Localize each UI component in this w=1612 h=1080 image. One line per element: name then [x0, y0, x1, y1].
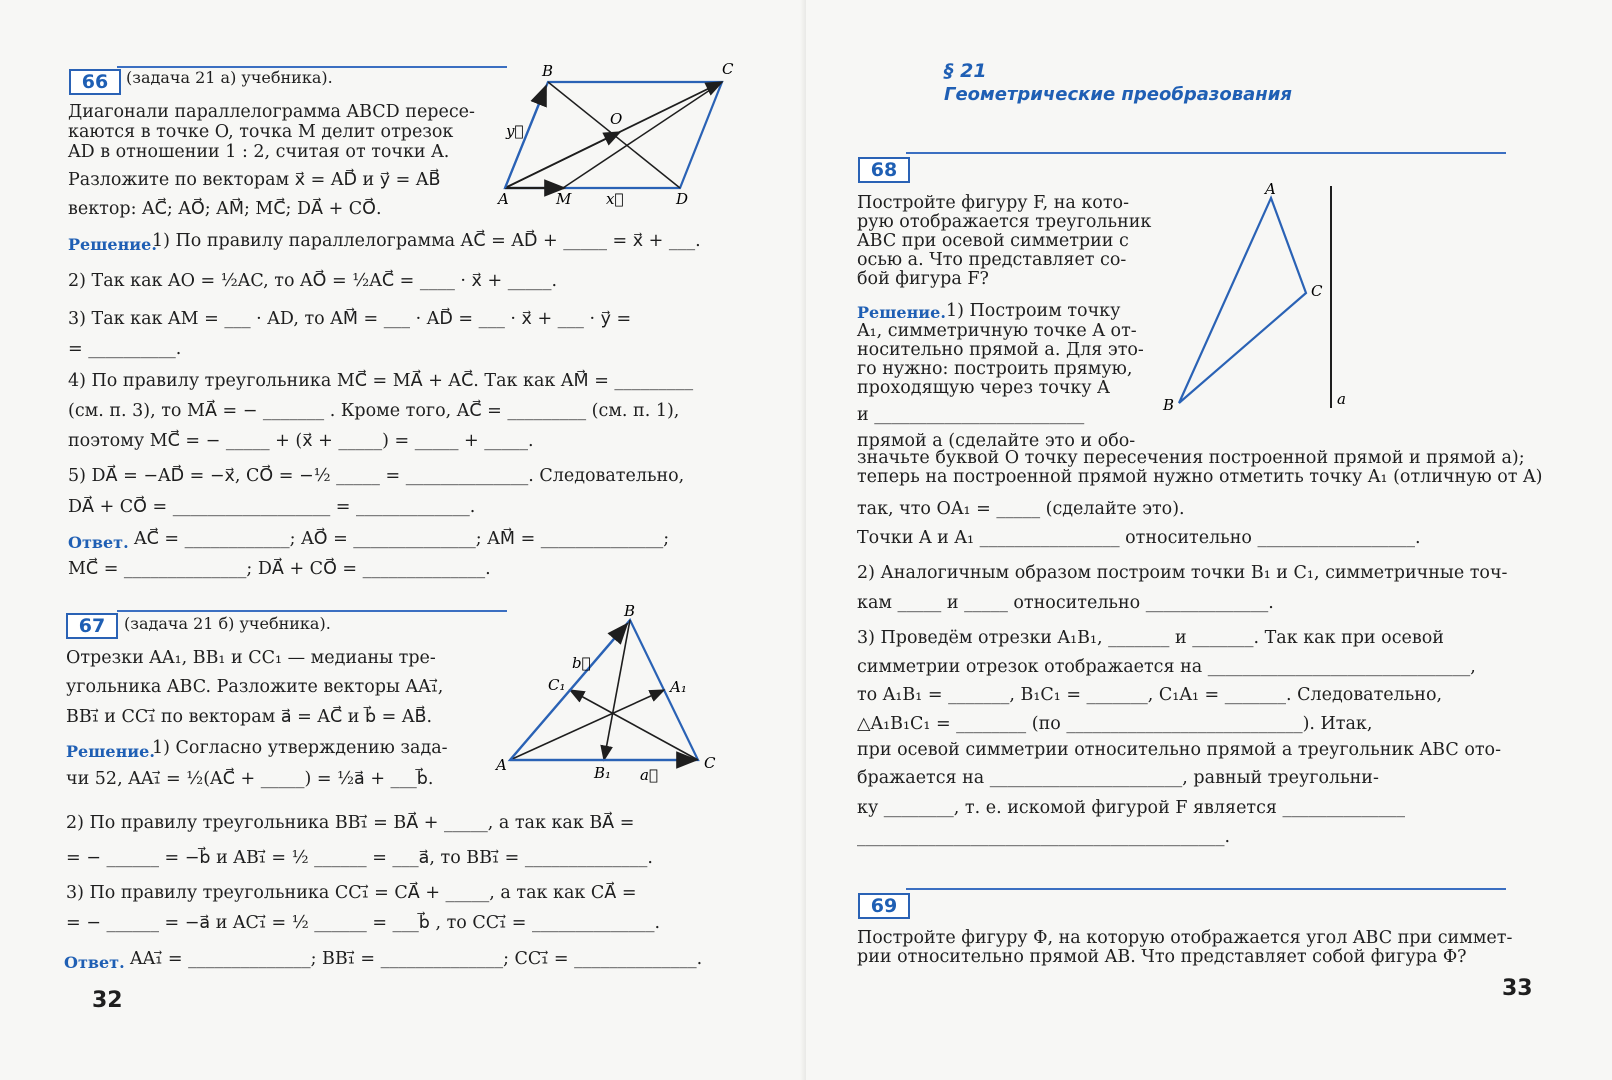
fig66-label-O: O — [610, 110, 623, 128]
task-66-solution-1: 1) По правилу параллелограмма AC⃗ = AD⃗ + _____ = x⃗ + ___. — [152, 231, 701, 251]
fig66-label-M: M — [556, 190, 572, 208]
fig66-label-y: y⃗ — [506, 122, 524, 140]
task-67-answer-label: Ответ. — [64, 953, 125, 972]
fig66-label-B: B — [542, 62, 554, 80]
task-68-solution-label: Решение. — [857, 303, 946, 322]
task-68-solution-2: A₁, симметричную точке A от- — [857, 321, 1137, 341]
fig68-label-C: C — [1311, 282, 1323, 300]
task-66-solution-7: поэтому MC⃗ = − _____ + (x⃗ + _____) = _____ + _____. — [68, 431, 534, 451]
fig67-label-b: b⃗ — [572, 654, 591, 672]
task-69-rule — [906, 888, 1506, 890]
task-67-solution-6: = − ______ = −a⃗ и AC₁⃗ = ½ ______ = ___b⃗ , то CC₁⃗ = ______________. — [66, 913, 661, 933]
task-68-solution-6: и ________________________ — [857, 405, 1085, 425]
axial-symmetry-figure — [1161, 178, 1371, 418]
task-66-solution-8: 5) DA⃗ = −AD⃗ = −x⃗, CO⃗ = −½ _____ = ______________. Следовательно, — [68, 466, 685, 486]
task-66-solution-9: DA⃗ + CO⃗ = __________________ = _____________. — [68, 497, 476, 517]
fig66-label-A: A — [498, 190, 509, 208]
task-68-rest-2: значьте буквой O точку пересечения построенной прямой и прямой a); — [857, 448, 1525, 468]
fig67-label-C1: C₁ — [548, 676, 566, 694]
task-68-rest-1: прямой a (сделайте это и обо- — [857, 431, 1136, 451]
fig68-label-B: B — [1163, 396, 1175, 414]
task-66-solution-label: Решение. — [68, 235, 157, 254]
task-66-answer-1: AC⃗ = ____________; AO⃗ = ______________; AM⃗ = ______________; — [134, 529, 670, 549]
fig67-label-A1: A₁ — [670, 678, 687, 696]
task-66-text-1: Диагонали параллелограмма ABCD пересе- — [68, 102, 475, 122]
task-68-text-4: осью a. Что представляет со- — [857, 250, 1127, 270]
task-66-text-4: Разложите по векторам x⃗ = AD⃗ и y⃗ = AB⃗ — [68, 170, 441, 190]
task-68-rest-5: Точки A и A₁ ________________ относительно __________________. — [857, 528, 1421, 548]
task-68-rest-10: то A₁B₁ = _______, B₁C₁ = _______, C₁A₁ = _______. Следовательно, — [857, 685, 1443, 705]
task-67-header: (задача 21 б) учебника). — [124, 614, 331, 633]
fig68-label-A: A — [1265, 180, 1276, 198]
task-68-number: 68 — [858, 157, 910, 183]
task-68-text-1: Постройте фигуру F, на кото- — [857, 193, 1129, 213]
section-number: § 21 — [944, 60, 987, 82]
task-68-rest-12: при осевой симметрии относительно прямой a треугольник ABC ото- — [857, 740, 1501, 760]
task-68-rule — [906, 152, 1506, 154]
task-66-text-5: вектор: AC⃗; AO⃗; AM⃗; MC⃗; DA⃗ + CO⃗. — [68, 199, 382, 219]
task-68-text-2: рую отображается треугольник — [857, 212, 1152, 232]
task-66-solution-4: = __________. — [68, 339, 182, 359]
task-68-rest-6: 2) Аналогичным образом построим точки B₁ и C₁, симметричные точ- — [857, 563, 1508, 583]
task-68-rest-8: 3) Проведём отрезки A₁B₁, _______ и _______. Так как при осевой — [857, 628, 1444, 648]
task-68-rest-7: кам _____ и _____ относительно ______________. — [857, 593, 1274, 613]
task-68-solution-3: носительно прямой a. Для это- — [857, 340, 1144, 360]
task-66-solution-6: (см. п. 3), то MA⃗ = − _______ . Кроме того, AC⃗ = _________ (см. п. 1), — [68, 401, 680, 421]
parallelogram-figure — [500, 60, 760, 210]
task-68-text-5: бой фигура F? — [857, 269, 989, 289]
right-page — [806, 0, 1612, 1080]
task-67-solution-5: 3) По правилу треугольника CC₁⃗ = CA⃗ + _____, а так как CA⃗ = — [66, 883, 637, 903]
right-page-number: 33 — [1502, 976, 1533, 1001]
task-67-answer: AA₁⃗ = ______________; BB₁⃗ = ______________; CC₁⃗ = ______________. — [130, 949, 703, 969]
task-66-answer-2: MC⃗ = ______________; DA⃗ + CO⃗ = ______________. — [68, 559, 491, 579]
fig67-label-a: a⃗ — [640, 766, 658, 784]
fig68-label-a: a — [1337, 390, 1346, 408]
task-66-solution-5: 4) По правилу треугольника MC⃗ = MA⃗ + AC⃗. Так как AM⃗ = _________ — [68, 371, 694, 391]
task-67-number: 67 — [66, 613, 118, 639]
median-triangle-figure — [496, 602, 740, 788]
fig66-label-x: x⃗ — [606, 190, 624, 208]
task-67-text-1: Отрезки AA₁, BB₁ и CC₁ — медианы тре- — [66, 648, 436, 668]
task-69-text-2: рии относительно прямой AB. Что представляет собой фигура Φ? — [857, 947, 1467, 967]
task-66-number: 66 — [69, 69, 121, 95]
left-page-number: 32 — [92, 988, 123, 1013]
task-66-text-2: каются в точке O, точка M делит отрезок — [68, 122, 454, 142]
task-67-text-2: угольника ABC. Разложите векторы AA₁⃗, — [66, 677, 444, 697]
fig66-label-C: C — [722, 60, 734, 78]
task-66-header: (задача 21 а) учебника). — [126, 68, 333, 87]
task-68-rest-15: __________________________________________. — [857, 827, 1231, 847]
task-68-rest-4: так, что OA₁ = _____ (сделайте это). — [857, 499, 1185, 519]
task-67-text-3: BB₁⃗ и CC₁⃗ по векторам a⃗ = AC⃗ и b⃗ = AB⃗. — [66, 707, 433, 727]
task-67-rule — [117, 610, 507, 612]
task-68-rest-13: бражается на ______________________, равный треугольни- — [857, 768, 1379, 788]
task-68-rest-11: △A₁B₁C₁ = ________ (по ___________________________). Итак, — [857, 714, 1373, 734]
task-67-solution-2: чи 52, AA₁⃗ = ½(AC⃗ + _____) = ½a⃗ + ___b⃗. — [66, 769, 434, 789]
task-69-text-1: Постройте фигуру Φ, на которую отображается угол ABC при симмет- — [857, 928, 1513, 948]
fig67-label-B1: B₁ — [594, 764, 612, 782]
task-66-solution-2: 2) Так как AO = ½AC, то AO⃗ = ½AC⃗ = ____ · x⃗ + _____. — [68, 271, 558, 291]
section-title: Геометрические преобразования — [944, 84, 1292, 105]
task-67-solution-1: 1) Согласно утверждению зада- — [152, 738, 448, 758]
triangle-abc — [1179, 198, 1306, 403]
task-68-rest-9: симметрии отрезок отображается на ______________________________, — [857, 657, 1476, 677]
task-66-text-3: AD в отношении 1 : 2, считая от точки A. — [68, 142, 450, 162]
task-68-solution-1: 1) Построим точку — [946, 301, 1121, 321]
task-69-number: 69 — [858, 893, 910, 919]
task-68-rest-14: ку ________, т. е. искомой фигурой F является ______________ — [857, 798, 1406, 818]
task-67-solution-3: 2) По правилу треугольника BB₁⃗ = BA⃗ + _____, а так как BA⃗ = — [66, 813, 635, 833]
fig66-label-D: D — [676, 190, 689, 208]
task-68-solution-5: проходящую через точку A — [857, 378, 1110, 398]
fig67-label-C: C — [704, 754, 716, 772]
task-68-solution-4: го нужно: построить прямую, — [857, 359, 1133, 379]
task-66-rule — [117, 66, 507, 68]
task-66-answer-label: Ответ. — [68, 533, 129, 552]
fig67-label-B: B — [624, 602, 636, 620]
task-68-text-3: ABC при осевой симметрии с — [857, 231, 1129, 251]
task-66-solution-3: 3) Так как AM = ___ · AD, то AM⃗ = ___ · AD⃗ = ___ · x⃗ + ___ · y⃗ = — [68, 309, 632, 329]
task-67-solution-label: Решение. — [66, 742, 155, 761]
fig67-label-A: A — [496, 756, 507, 774]
task-67-solution-4: = − ______ = −b⃗ и AB₁⃗ = ½ ______ = ___a⃗, то BB₁⃗ = ______________. — [66, 848, 653, 868]
task-68-rest-3: теперь на построенной прямой нужно отметить точку A₁ (отличную от A) — [857, 467, 1543, 487]
